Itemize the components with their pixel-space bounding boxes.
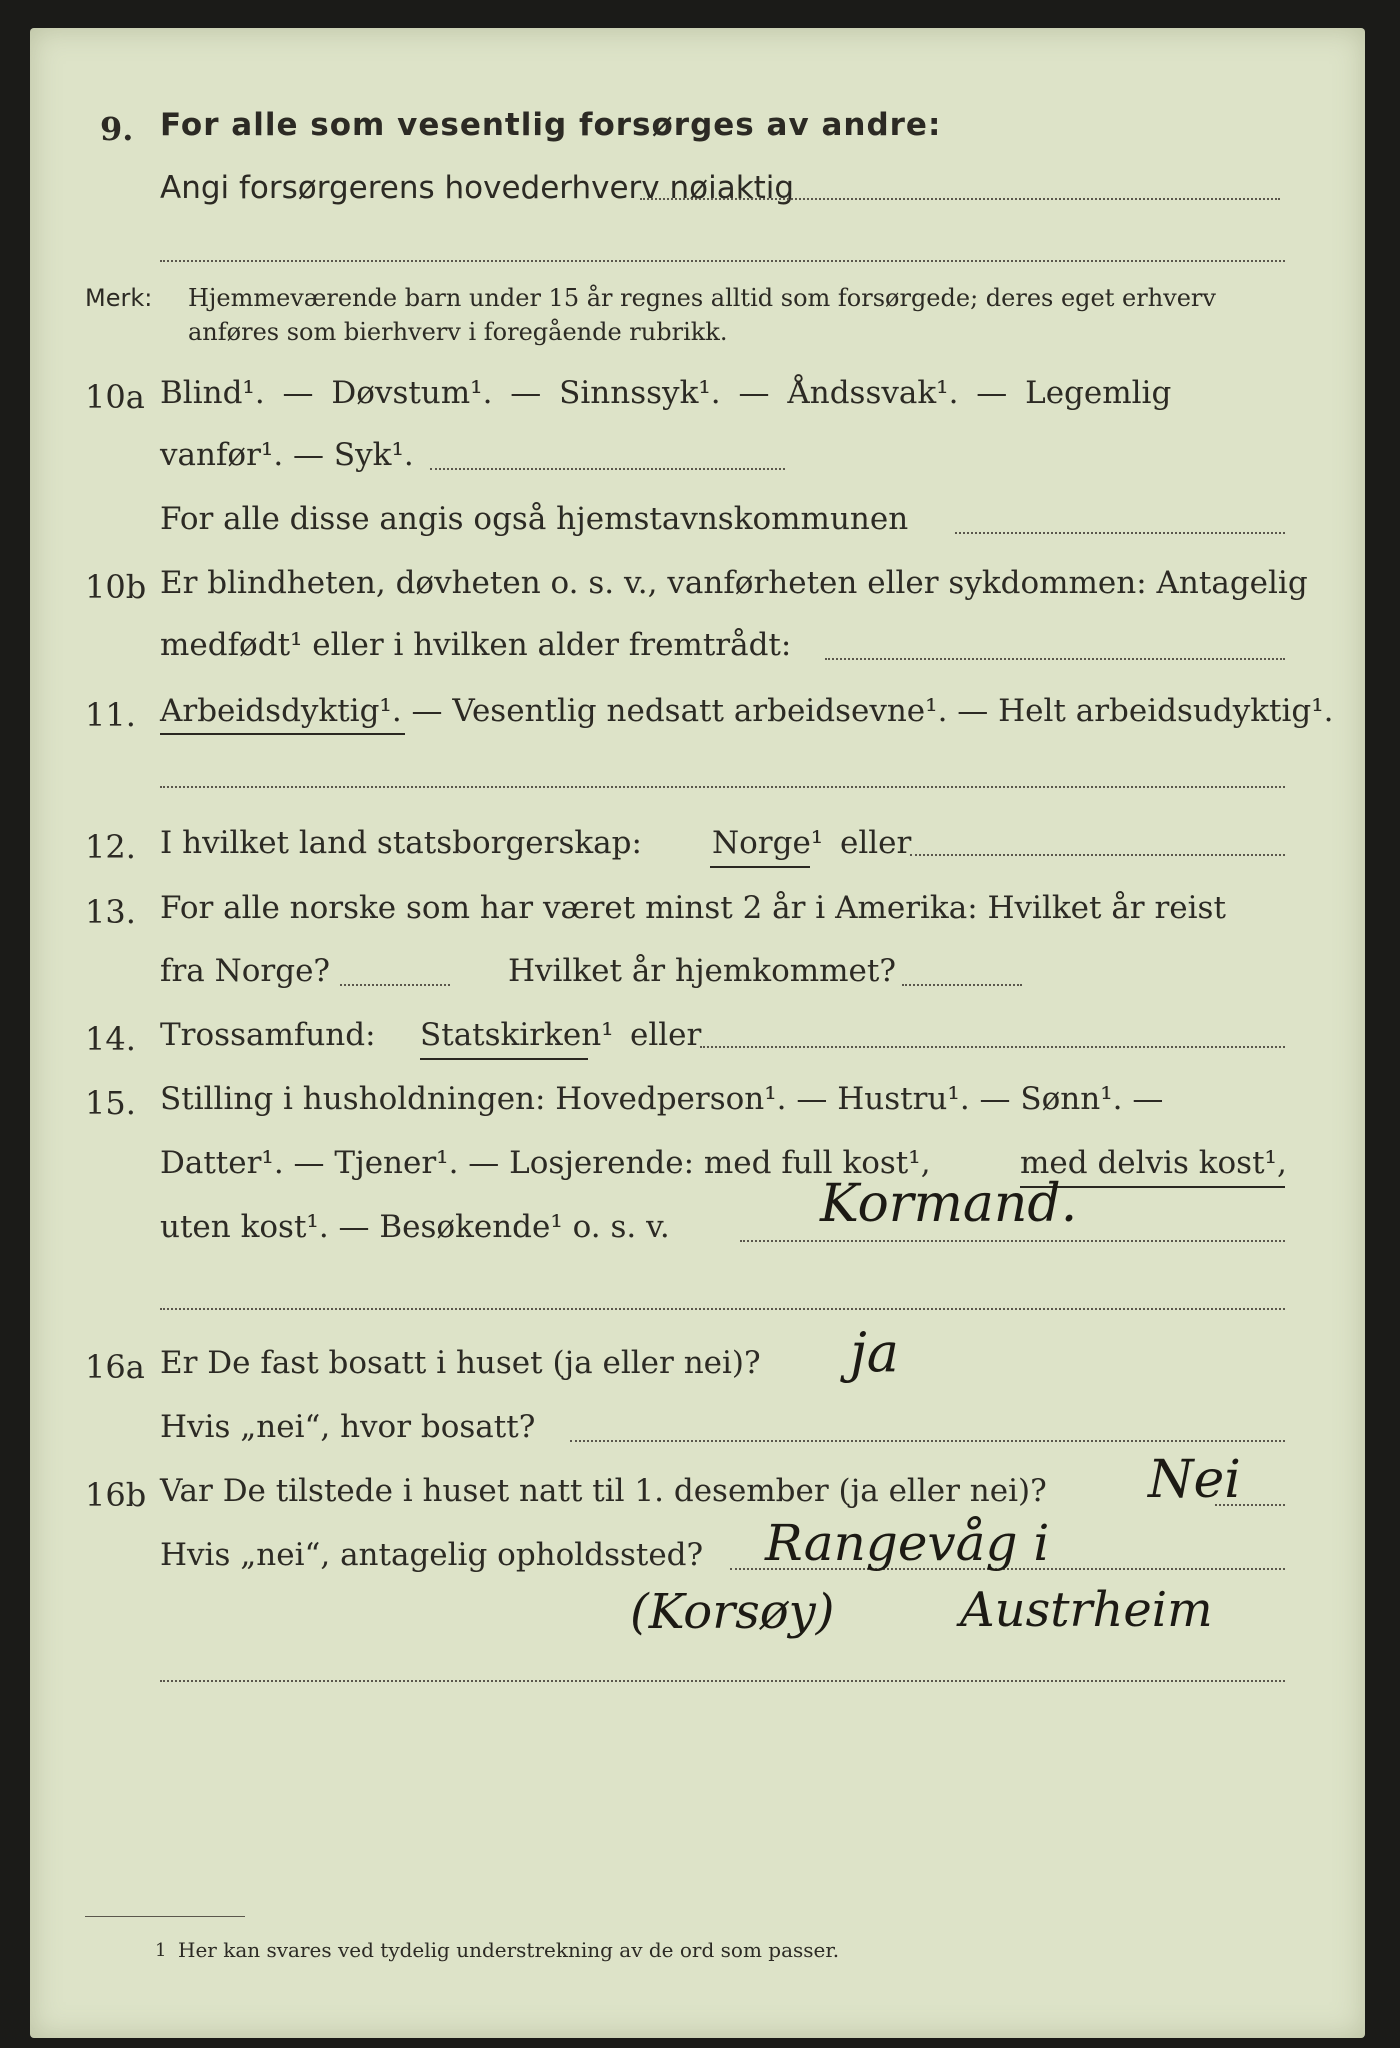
q9-answer-line-2 <box>160 260 1285 262</box>
q13-hjemkommet-line <box>902 984 1022 986</box>
q12-underline <box>710 866 810 868</box>
q15-answer-line <box>740 1240 1285 1242</box>
q12-choice: Norge¹ <box>712 825 824 861</box>
q10b-line2: medfødt¹ eller i hvilken alder fremtrådt: <box>160 627 792 663</box>
q11-underline <box>160 733 405 735</box>
q15-line1: Stilling i husholdningen: Hovedperson¹. — Hustru¹. — Sønn¹. — <box>160 1081 1164 1117</box>
q10a-number: 10a <box>85 378 145 416</box>
q14-underline <box>420 1058 588 1060</box>
q16a-line1: Er De fast bosatt i huset (ja eller nei)? <box>160 1345 761 1381</box>
q10b-answer-line <box>825 658 1285 660</box>
q11-line: Arbeidsdyktig¹. — Vesentlig nedsatt arbeidsevne¹. — Helt arbeidsudyktig¹. <box>160 693 1334 729</box>
q15-line2a: Datter¹. — Tjener¹. — Losjerende: med full kost¹, <box>160 1145 931 1181</box>
footnote-text: Her kan svares ved tydelig understrekning av de ord som passer. <box>178 1938 840 1962</box>
q10a-line1: Blind¹. — Døvstum¹. — Sinnssyk¹. — Åndssvak¹. — Legemlig <box>160 375 1172 411</box>
q9-line: Angi forsørgerens hovederhverv nøiaktig <box>160 170 795 206</box>
q16a-answer-line <box>570 1440 1285 1442</box>
q10b-number: 10b <box>85 568 147 606</box>
q16b-answer: Nei <box>1148 1450 1241 1510</box>
q14-number: 14. <box>85 1020 136 1058</box>
q16b-answer-line <box>1215 1504 1285 1506</box>
q12-number: 12. <box>85 828 136 866</box>
q13-line2b: Hvilket år hjemkommet? <box>508 953 896 989</box>
q10b-line1: Er blindheten, døvheten o. s. v., vanførheten eller sykdommen: Antagelig <box>160 565 1308 601</box>
q16a-number: 16a <box>85 1348 145 1386</box>
q12-answer-line <box>910 854 1285 856</box>
q10a-hjemstavn-line <box>955 532 1285 534</box>
q11-number: 11. <box>85 696 136 734</box>
q16b-number: 16b <box>85 1476 147 1514</box>
q13-line1: For alle norske som har været minst 2 år i Amerika: Hvilket år reist <box>160 890 1226 926</box>
q12-prefix: I hvilket land statsborgerskap: <box>160 825 642 861</box>
q16b-answer3: (Korsøy) <box>630 1584 835 1640</box>
q15-answer-line-2 <box>160 1308 1285 1310</box>
q11-answer-line <box>160 786 1285 788</box>
q16b-answer4: Austrheim <box>960 1582 1213 1638</box>
q14-choice: Statskirken¹ <box>420 1017 614 1053</box>
q13-reist-line <box>340 984 450 986</box>
q16b-answer2: Rangevåg i <box>765 1514 1050 1572</box>
q14-answer-line <box>700 1046 1285 1048</box>
q14-prefix: Trossamfund: <box>160 1017 376 1053</box>
merk-line2: anføres som bierhverv i foregående rubrikk. <box>188 318 728 346</box>
q12-suffix: eller <box>840 825 912 861</box>
q9-number: 9. <box>100 110 134 148</box>
q9-title: For alle som vesentlig forsørges av andre: <box>160 107 942 143</box>
q10a-answer-line <box>430 468 785 470</box>
q15-line2b: med delvis kost¹, <box>1020 1145 1287 1181</box>
footnote-marker: 1 <box>155 1940 167 1961</box>
q16a-line2: Hvis „nei“, hvor bosatt? <box>160 1409 536 1445</box>
q16b-answer-line-2 <box>160 1680 1285 1682</box>
q15-number: 15. <box>85 1084 136 1122</box>
q16b-line2: Hvis „nei“, antagelig opholdssted? <box>160 1537 704 1573</box>
q10a-line3: For alle disse angis også hjemstavnskommunen <box>160 501 909 537</box>
q14-suffix: eller <box>630 1017 702 1053</box>
q13-line2a: fra Norge? <box>160 953 331 989</box>
q16b-line1: Var De tilstede i huset natt til 1. desember (ja eller nei)? <box>160 1473 1047 1509</box>
q15-line3: uten kost¹. — Besøkende¹ o. s. v. <box>160 1209 670 1245</box>
merk-label: Merk: <box>85 284 153 312</box>
census-form-page <box>30 28 1365 2038</box>
q16a-answer: ja <box>850 1321 899 1384</box>
footnote-divider <box>85 1916 245 1917</box>
q15-answer: Kormand. <box>820 1174 1078 1234</box>
q9-answer-line <box>640 198 1280 200</box>
q10a-line2: vanfør¹. — Syk¹. <box>160 437 414 473</box>
merk-line1: Hjemmeværende barn under 15 år regnes alltid som forsørgede; deres eget erhverv <box>188 284 1216 312</box>
q13-number: 13. <box>85 893 136 931</box>
